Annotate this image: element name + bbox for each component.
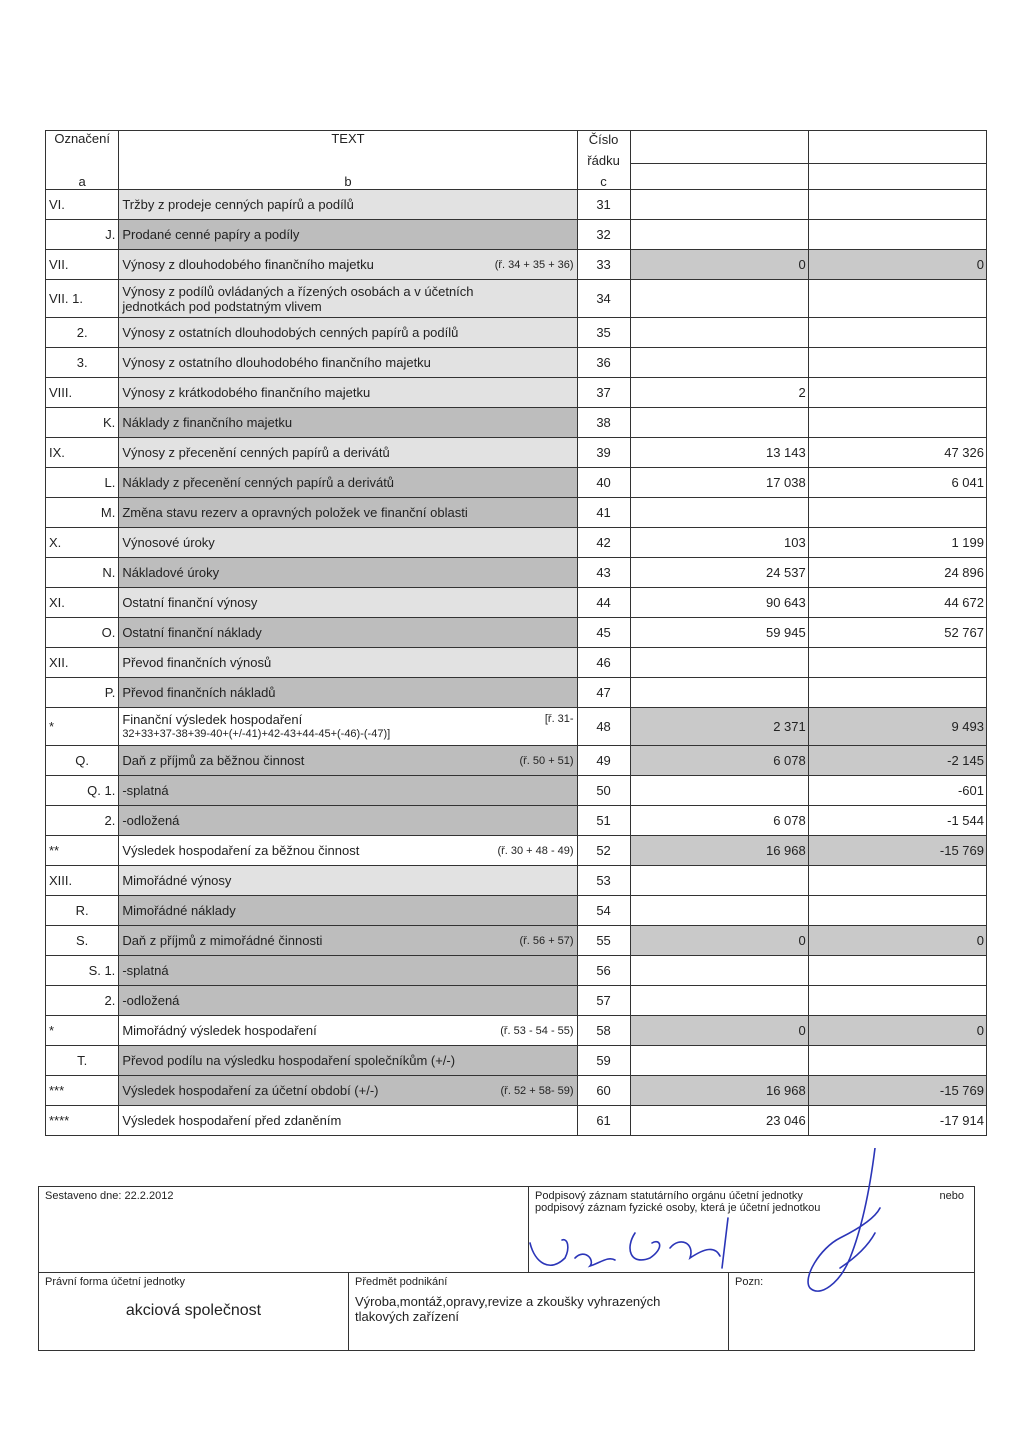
row-text: -odložená — [122, 813, 180, 828]
row-text-line2: jednotkách pod podstatným vlivem — [122, 298, 322, 314]
row-code: 2. — [46, 318, 119, 348]
row-text-cell — [119, 588, 577, 618]
row-line-number: 55 — [577, 926, 630, 956]
row-value-current — [630, 348, 808, 378]
table-row — [46, 836, 987, 866]
row-value-current — [630, 190, 808, 220]
table-row — [46, 528, 987, 558]
compiled-date: Sestaveno dne: 22.2.2012 — [45, 1190, 174, 1202]
row-code: VII. — [46, 250, 119, 280]
row-code: T. — [46, 1046, 119, 1076]
row-value-current — [630, 776, 808, 806]
row-value-current: 0 — [630, 1016, 808, 1046]
row-text-cell — [119, 806, 577, 836]
business-label: Předmět podnikání — [355, 1276, 448, 1288]
row-value-previous — [808, 190, 986, 220]
legal-form-value: akciová společnost — [125, 1302, 262, 1319]
row-text-cell — [119, 280, 577, 318]
row-code: 2. — [46, 986, 119, 1016]
row-text: Mimořádné náklady — [122, 903, 236, 918]
row-value-current: 0 — [630, 926, 808, 956]
row-value-previous: -1 544 — [808, 806, 986, 836]
row-code: XII. — [46, 648, 119, 678]
row-value-previous: 44 672 — [808, 588, 986, 618]
header-c-label-2: řádku — [587, 152, 620, 168]
row-formula: (ř. 30 + 48 - 49) — [497, 844, 574, 857]
table-row — [46, 378, 987, 408]
table-row — [46, 708, 987, 746]
row-text-cell — [119, 190, 577, 220]
row-value-previous — [808, 408, 986, 438]
row-text: -odložená — [122, 993, 180, 1008]
row-value-previous: -17 914 — [808, 1106, 986, 1136]
row-line-number: 41 — [577, 498, 630, 528]
table-row — [46, 678, 987, 708]
row-text-cell — [119, 1046, 577, 1076]
row-value-previous: 47 326 — [808, 438, 986, 468]
row-code: Q. — [46, 746, 119, 776]
table-row — [46, 896, 987, 926]
table-row — [46, 438, 987, 468]
row-text: Náklady z přecenění cenných papírů a derivátů — [122, 475, 395, 490]
row-code: S. 1. — [46, 956, 119, 986]
row-text: Výsledek hospodaření před zdaněním — [122, 1113, 342, 1128]
row-text: Daň z příjmů z mimořádné činnosti — [122, 933, 323, 948]
row-value-current: 6 078 — [630, 806, 808, 836]
row-value-current: 6 078 — [630, 746, 808, 776]
row-text: -splatná — [122, 783, 169, 798]
table-row — [46, 986, 987, 1016]
row-value-current: 23 046 — [630, 1106, 808, 1136]
row-code: XI. — [46, 588, 119, 618]
business-value-1: Výroba,montáž,opravy,revize a zkoušky vyhrazených — [355, 1294, 661, 1309]
row-code: J. — [46, 220, 119, 250]
row-code: R. — [46, 896, 119, 926]
row-text: Mimořádný výsledek hospodaření — [122, 1023, 317, 1038]
row-text: Ostatní finanční výnosy — [122, 595, 258, 610]
table-row — [46, 956, 987, 986]
table-row — [46, 1046, 987, 1076]
row-value-previous: 9 493 — [808, 708, 986, 746]
row-formula: (ř. 56 + 57) — [519, 934, 574, 947]
table-row — [46, 588, 987, 618]
row-line-number: 40 — [577, 468, 630, 498]
row-line-number: 52 — [577, 836, 630, 866]
header-c-letter: c — [600, 173, 607, 189]
row-line-number: 38 — [577, 408, 630, 438]
row-value-previous — [808, 378, 986, 408]
row-text-line2: 32+33+37-38+39-40+(+/-41)+42-43+44-45+(-46)-(-47)] — [122, 727, 391, 740]
row-line-number: 61 — [577, 1106, 630, 1136]
row-value-previous: 0 — [808, 1016, 986, 1046]
row-value-previous: 0 — [808, 926, 986, 956]
row-text: Výnosy z dlouhodobého finančního majetku — [122, 257, 374, 272]
row-value-current: 2 — [630, 378, 808, 408]
row-formula: (ř. 34 + 35 + 36) — [494, 258, 574, 271]
row-text: Výnosy z podílů ovládaných a řízených osobách a v účetních — [122, 283, 474, 299]
row-value-previous — [808, 956, 986, 986]
row-value-current: 90 643 — [630, 588, 808, 618]
row-value-previous — [808, 1046, 986, 1076]
table-row — [46, 866, 987, 896]
row-line-number: 32 — [577, 220, 630, 250]
table-header — [46, 131, 987, 190]
business-cell — [349, 1273, 729, 1351]
header-col-current — [630, 131, 808, 190]
table-row — [46, 926, 987, 956]
row-value-current — [630, 318, 808, 348]
row-value-current — [630, 408, 808, 438]
row-line-number: 53 — [577, 866, 630, 896]
row-text-cell — [119, 438, 577, 468]
row-value-current: 16 968 — [630, 836, 808, 866]
row-line-number: 37 — [577, 378, 630, 408]
row-line-number: 57 — [577, 986, 630, 1016]
row-line-number: 44 — [577, 588, 630, 618]
row-value-current — [630, 678, 808, 708]
note-cell — [729, 1273, 975, 1351]
signature-or: nebo — [939, 1190, 965, 1202]
row-value-current — [630, 956, 808, 986]
row-text: Změna stavu rezerv a opravných položek ve finanční oblasti — [122, 505, 468, 520]
row-value-previous — [808, 986, 986, 1016]
row-code: ** — [46, 836, 119, 866]
header-b-letter: b — [344, 174, 352, 189]
row-line-number: 51 — [577, 806, 630, 836]
row-line-number: 49 — [577, 746, 630, 776]
row-text: Finanční výsledek hospodaření — [122, 711, 303, 727]
row-text: Výnosy z krátkodobého finančního majetku — [122, 385, 371, 400]
row-text: Daň z příjmů za běžnou činnost — [122, 753, 305, 768]
row-text-cell — [119, 956, 577, 986]
row-value-current: 13 143 — [630, 438, 808, 468]
row-value-previous — [808, 866, 986, 896]
row-value-current: 16 968 — [630, 1076, 808, 1106]
row-text: Prodané cenné papíry a podíly — [122, 227, 300, 242]
row-text: Převod finančních výnosů — [122, 655, 272, 670]
row-value-previous — [808, 678, 986, 708]
row-text: Převod finančních nákladů — [122, 685, 276, 700]
row-value-current — [630, 498, 808, 528]
row-code: M. — [46, 498, 119, 528]
row-text: Výnosy z přecenění cenných papírů a derivátů — [122, 445, 390, 460]
row-text-cell — [119, 528, 577, 558]
row-text-cell — [119, 250, 577, 280]
row-text-cell — [119, 498, 577, 528]
row-value-current: 59 945 — [630, 618, 808, 648]
row-value-previous: 6 041 — [808, 468, 986, 498]
row-formula: (ř. 50 + 51) — [519, 754, 574, 767]
row-line-number: 58 — [577, 1016, 630, 1046]
row-text-cell — [119, 986, 577, 1016]
legal-form-label: Právní forma účetní jednotky — [45, 1276, 186, 1288]
row-code: N. — [46, 558, 119, 588]
header-c-label-1: Číslo — [588, 131, 619, 147]
row-text-cell — [119, 896, 577, 926]
table-row — [46, 348, 987, 378]
signature-label-1: Podpisový záznam statutárního orgánu účetní jednotky — [535, 1190, 803, 1202]
row-code: VIII. — [46, 378, 119, 408]
table-row — [46, 318, 987, 348]
row-text-cell — [119, 836, 577, 866]
header-a-label: Označení — [54, 131, 110, 146]
row-code: Q. 1. — [46, 776, 119, 806]
row-value-previous: 24 896 — [808, 558, 986, 588]
signature-label-2: podpisový záznam fyzické osoby, která je účetní jednotkou — [535, 1202, 821, 1214]
table-row — [46, 776, 987, 806]
row-code: K. — [46, 408, 119, 438]
business-value-2: tlakových zařízení — [355, 1309, 460, 1324]
row-code: P. — [46, 678, 119, 708]
compiled-date-cell — [39, 1187, 529, 1273]
row-value-current: 2 371 — [630, 708, 808, 746]
row-code: * — [46, 1016, 119, 1046]
row-text-cell — [119, 618, 577, 648]
row-line-number: 39 — [577, 438, 630, 468]
row-line-number: 46 — [577, 648, 630, 678]
row-line-number: 34 — [577, 280, 630, 318]
row-value-current: 24 537 — [630, 558, 808, 588]
row-text-cell — [119, 378, 577, 408]
row-text-cell — [119, 318, 577, 348]
table-row — [46, 190, 987, 220]
row-value-current: 0 — [630, 250, 808, 280]
row-code: 2. — [46, 806, 119, 836]
header-a-letter: a — [78, 174, 86, 189]
row-text-cell — [119, 558, 577, 588]
row-value-current — [630, 220, 808, 250]
row-line-number: 31 — [577, 190, 630, 220]
header-b-label: TEXT — [331, 131, 365, 146]
row-text-cell — [119, 408, 577, 438]
row-code: * — [46, 708, 119, 746]
row-line-number: 50 — [577, 776, 630, 806]
row-text: Nákladové úroky — [122, 565, 220, 580]
row-code: S. — [46, 926, 119, 956]
row-line-number: 35 — [577, 318, 630, 348]
row-text: Ostatní finanční náklady — [122, 625, 262, 640]
row-text: Výnosy z ostatního dlouhodobého finančního majetku — [122, 355, 431, 370]
row-text: Mimořádné výnosy — [122, 873, 232, 888]
row-formula: (ř. 52 + 58- 59) — [500, 1084, 574, 1097]
row-line-number: 60 — [577, 1076, 630, 1106]
row-text-cell — [119, 468, 577, 498]
table-row — [46, 1016, 987, 1046]
table-row — [46, 408, 987, 438]
row-text-cell — [119, 1016, 577, 1046]
row-text: Převod podílu na výsledku hospodaření společníkům (+/-) — [122, 1053, 456, 1068]
row-text: Náklady z finančního majetku — [122, 415, 293, 430]
row-value-previous — [808, 648, 986, 678]
row-line-number: 59 — [577, 1046, 630, 1076]
row-code: X. — [46, 528, 119, 558]
row-line-number: 47 — [577, 678, 630, 708]
row-text-cell — [119, 678, 577, 708]
table-row — [46, 558, 987, 588]
row-value-current — [630, 866, 808, 896]
row-value-current: 17 038 — [630, 468, 808, 498]
row-value-current: 103 — [630, 528, 808, 558]
row-value-previous: -15 769 — [808, 1076, 986, 1106]
header-col-c — [577, 131, 630, 190]
row-value-previous: -2 145 — [808, 746, 986, 776]
row-text: Výsledek hospodaření za účetní období (+/-) — [122, 1083, 379, 1098]
header-col-a — [46, 131, 119, 190]
row-text-cell — [119, 220, 577, 250]
row-code: **** — [46, 1106, 119, 1136]
row-code: IX. — [46, 438, 119, 468]
row-text-cell — [119, 746, 577, 776]
table-row — [46, 618, 987, 648]
row-value-previous — [808, 220, 986, 250]
row-value-previous: -15 769 — [808, 836, 986, 866]
legal-form-cell — [39, 1273, 349, 1351]
note-label: Pozn: — [735, 1276, 764, 1288]
row-formula: (ř. 53 - 54 - 55) — [500, 1024, 574, 1037]
row-text: Výsledek hospodaření za běžnou činnost — [122, 843, 360, 858]
row-code: 3. — [46, 348, 119, 378]
row-value-previous: 52 767 — [808, 618, 986, 648]
row-value-previous — [808, 318, 986, 348]
table-row — [46, 250, 987, 280]
income-statement-sheet — [45, 130, 987, 1136]
row-text-cell — [119, 926, 577, 956]
row-value-previous — [808, 896, 986, 926]
table-row — [46, 806, 987, 836]
row-text-cell — [119, 348, 577, 378]
row-text: -splatná — [122, 963, 169, 978]
row-text-cell — [119, 776, 577, 806]
row-text: Výnosové úroky — [122, 535, 215, 550]
row-code: *** — [46, 1076, 119, 1106]
row-text-cell — [119, 708, 577, 746]
statement-footer — [38, 1186, 974, 1351]
row-value-current — [630, 896, 808, 926]
row-line-number: 43 — [577, 558, 630, 588]
table-row — [46, 468, 987, 498]
row-line-number: 54 — [577, 896, 630, 926]
row-code: O. — [46, 618, 119, 648]
row-value-previous — [808, 280, 986, 318]
row-value-current — [630, 1046, 808, 1076]
row-value-previous — [808, 498, 986, 528]
row-text-cell — [119, 648, 577, 678]
table-row — [46, 648, 987, 678]
row-value-current — [630, 648, 808, 678]
header-col-b — [119, 131, 577, 190]
row-code: VI. — [46, 190, 119, 220]
row-line-number: 45 — [577, 618, 630, 648]
table-row — [46, 1076, 987, 1106]
footer-table — [38, 1186, 975, 1351]
row-code: L. — [46, 468, 119, 498]
row-value-previous: 0 — [808, 250, 986, 280]
row-value-previous: -601 — [808, 776, 986, 806]
row-text-cell — [119, 1076, 577, 1106]
table-row — [46, 280, 987, 318]
row-value-previous — [808, 348, 986, 378]
row-text: Tržby z prodeje cenných papírů a podílů — [122, 197, 354, 212]
row-value-previous: 1 199 — [808, 528, 986, 558]
row-code: VII. 1. — [46, 280, 119, 318]
row-formula: [ř. 31- — [544, 712, 574, 725]
row-value-current — [630, 280, 808, 318]
row-line-number: 36 — [577, 348, 630, 378]
row-code: XIII. — [46, 866, 119, 896]
table-row — [46, 220, 987, 250]
row-line-number: 48 — [577, 708, 630, 746]
table-row — [46, 746, 987, 776]
table-row — [46, 498, 987, 528]
header-col-previous — [808, 131, 986, 190]
table-row — [46, 1106, 987, 1136]
row-line-number: 56 — [577, 956, 630, 986]
row-line-number: 33 — [577, 250, 630, 280]
row-text: Výnosy z ostatních dlouhodobých cenných papírů a podílů — [122, 325, 459, 340]
row-line-number: 42 — [577, 528, 630, 558]
row-text-cell — [119, 1106, 577, 1136]
row-value-current — [630, 986, 808, 1016]
signature-cell — [529, 1187, 975, 1273]
financial-table — [45, 130, 987, 1136]
row-text-cell — [119, 866, 577, 896]
